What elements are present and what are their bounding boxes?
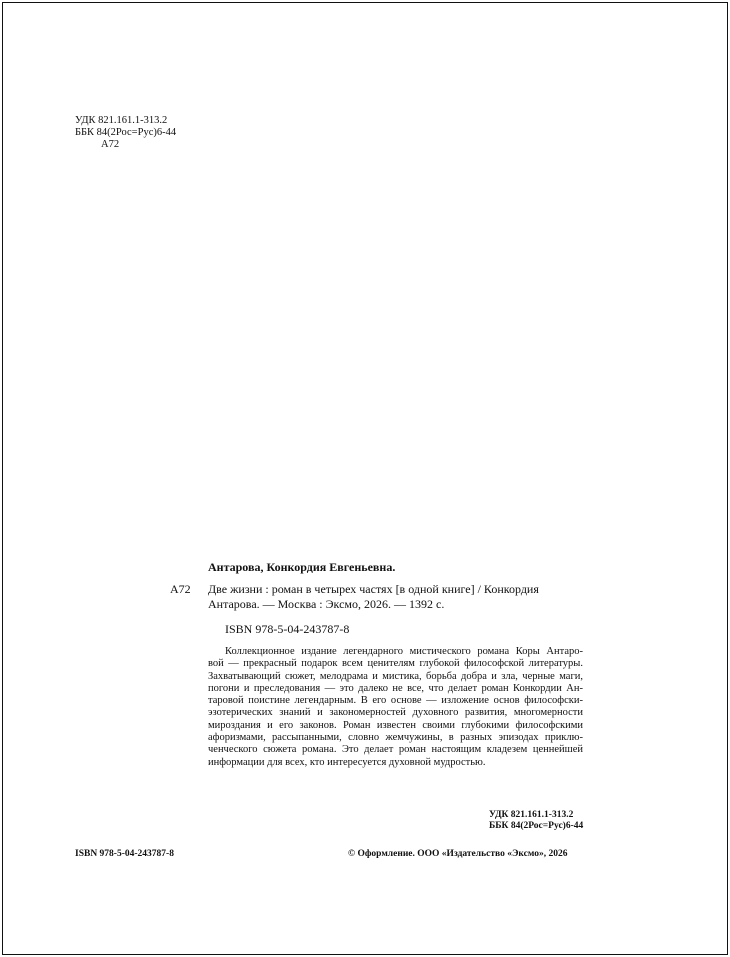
annotation-line: Коллекционное издание легендарного мистического романа Коры Антаро-: [225, 646, 583, 657]
top-udk: УДК 821.161.1-313.2: [75, 115, 168, 126]
bottom-isbn: ISBN 978-5-04-243787-8: [75, 849, 174, 859]
bottom-bbk: ББК 84(2Рос=Рус)6-44: [489, 821, 584, 831]
bottom-udk: УДК 821.161.1-313.2: [489, 810, 574, 820]
annotation-line: вой — прекрасный подарок всем ценителям глубокой философской литературы.: [208, 658, 583, 670]
top-author-mark: А72: [101, 139, 120, 150]
annotation-line: эзотерических знаний и закономерностей духовного развития, многомерности: [208, 707, 583, 719]
annotation-line: информации для всех, кто интересуется духовной мудростью.: [208, 756, 486, 768]
card-author: Антарова, Конкордия Евгеньевна.: [208, 560, 396, 574]
card-author-mark: А72: [170, 582, 191, 596]
card-isbn: ISBN 978-5-04-243787-8: [225, 622, 350, 636]
top-bbk: ББК 84(2Рос=Рус)6-44: [75, 127, 177, 138]
card-annotation: [208, 646, 583, 769]
annotation-line: погони и преследования — это далеко не все, что делает роман Конкордии Ан-: [208, 682, 583, 694]
bottom-copyright: © Оформление. ООО «Издательство «Эксмо», 2026: [348, 849, 568, 859]
card-title-line2: Антарова. — Москва : Эксмо, 2026. — 1392 с.: [208, 597, 445, 611]
annotation-line: мироздания и его законов. Роман известен своими глубокими философскими: [208, 719, 583, 731]
annotation-line: Захватывающий сюжет, мелодрама и мистика, борьба добра и зла, черные маги,: [208, 670, 583, 682]
annotation-line: таровой поистине легендарным. В его основе — изложение основ философски-: [208, 695, 583, 707]
annotation-line: афоризмами, рассыпанными, словно жемчужины, в разных эпизодах приклю-: [208, 732, 583, 744]
copyright-page: [2, 2, 728, 955]
card-title-line1: Две жизни : роман в четырех частях [в одной книге] / Конкордия: [208, 582, 539, 596]
annotation-line: ченческого сюжета романа. Это делает роман настоящим кладезем ценнейшей: [208, 744, 583, 756]
